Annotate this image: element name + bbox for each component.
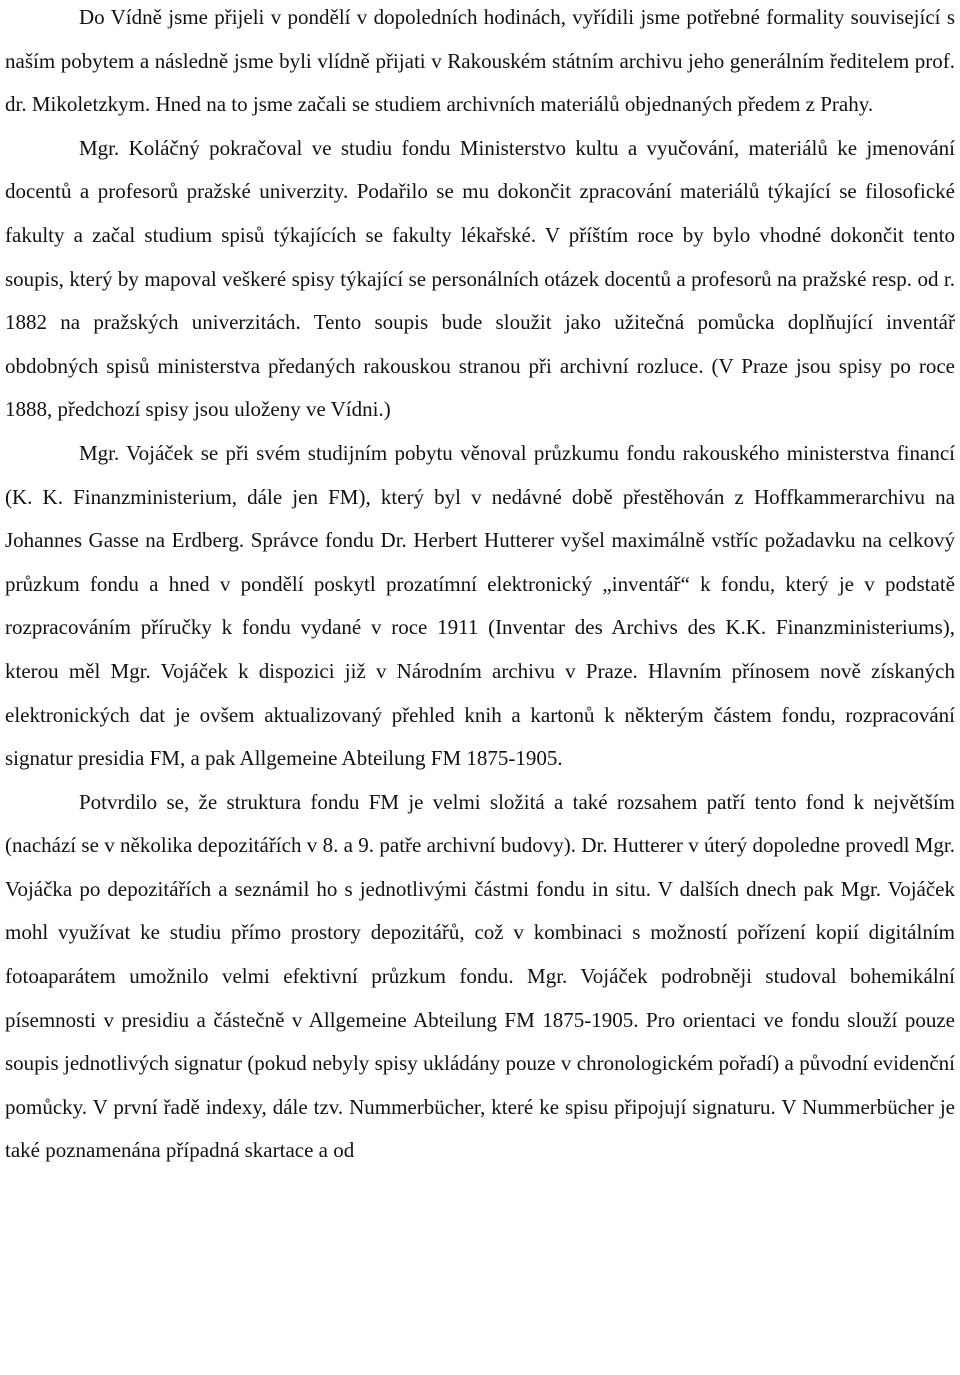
paragraph-3: Mgr. Vojáček se při svém studijním pobytu věnoval průzkumu fondu rakouského ministerstva financí (K. K. Finanzministerium, dále jen FM), který byl v nedávné době přestěhován z Hoffkammerarchivu na Johannes Gasse na Erdberg. Správce fondu Dr. Herbert Hutterer vyšel maximálně vstříc požadavku na celkový průzkum fondu a hned v pondělí poskytl prozatímní elektronický „inventář“ k fondu, který je v podstatě rozpracováním příručky k fondu vydané v roce 1911 (Inventar des Archivs des K.K. Finanzministeriums), kterou měl Mgr. Vojáček k dispozici již v Národním archivu v Praze. Hlavním přínosem nově získaných elektronických dat je ovšem aktualizovaný přehled knih a kartonů k některým částem fondu, rozpracování signatur presidia FM, a pak Allgemeine Abteilung FM 1875-1905. (5, 440, 955, 771)
paragraph-4: Potvrdilo se, že struktura fondu FM je velmi složitá a také rozsahem patří tento fond k největším (nachází se v několika depozitářích v 8. a 9. patře archivní budovy). Dr. Hutterer v úterý dopoledne provedl Mgr. Vojáčka po depozitářích a seznámil ho s jednotlivými částmi fondu in situ. V dalších dnech pak Mgr. Vojáček mohl využívat ke studiu přímo prostory depozitářů, což v kombinaci s možností pořízení kopií digitálním fotoaparátem umožnilo velmi efektivní průzkum fondu. Mgr. Vojáček podrobněji studoval bohemikální písemnosti v presidiu a částečně v Allgemeine Abteilung FM 1875-1905. Pro orientaci ve fondu slouží pouze soupis jednotlivých signatur (pokud nebyly spisy ukládány pouze v chronologickém pořadí) a původní evidenční pomůcky. V první řadě indexy, dále tzv. Nummerbücher, které ke spisu připojují signaturu. V Nummerbücher je také poznamenána případná skartace a od (5, 789, 955, 1163)
paragraph-2: Mgr. Koláčný pokračoval ve studiu fondu Ministerstvo kultu a vyučování, materiálů ke jmenování docentů a profesorů pražské univerzity. Podařilo se mu dokončit zpracování materiálů týkající se filosofické fakulty a začal studium spisů týkajících se fakulty lékařské. V příštím roce by bylo vhodné dokončit tento soupis, který by mapoval veškeré spisy týkající se personálních otázek docentů a profesorů na pražské resp. od r. 1882 na pražských univerzitách. Tento soupis bude sloužit jako užitečná pomůcka doplňující inventář obdobných spisů ministerstva předaných rakouskou stranou při archivní rozluce. (V Praze jsou spisy po roce 1888, předchozí spisy jsou uloženy ve Vídni.) (5, 135, 955, 422)
paragraph-1: Do Vídně jsme přijeli v pondělí v dopoledních hodinách, vyřídili jsme potřebné formality související s naším pobytem a následně jsme byli vlídně přijati v Rakouském státním archivu jeho generálním ředitelem prof. dr. Mikoletzkym. Hned na to jsme začali se studiem archivních materiálů objednaných předem z Prahy. (5, 5, 955, 117)
